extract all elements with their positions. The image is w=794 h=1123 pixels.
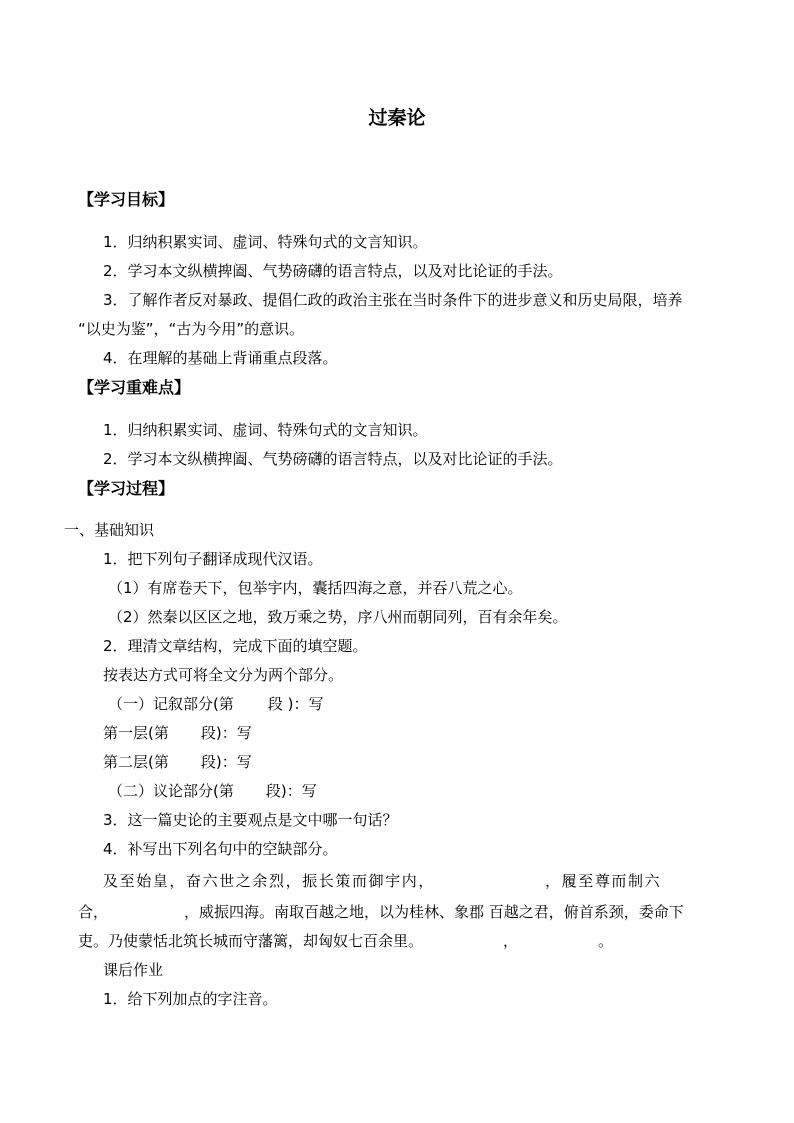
- passage-line-3-end: 。: [598, 932, 614, 950]
- structure-layer-1-suffix: 段)：写: [200, 724, 252, 742]
- key-point-item-1: 1．归纳积累实词、虚词、特殊句式的文言知识。: [103, 421, 428, 439]
- passage-line-3-start: 吏。乃使蒙恬北筑长城而守藩篱，却匈奴七百余里。: [78, 932, 424, 950]
- question-1-b: （2）然秦以区区之地，致万乘之势，序八州而朝同列，百有余年矣。: [108, 608, 568, 626]
- structure-layer-2-label: 第二层(第: [103, 753, 169, 771]
- part-basic-knowledge: 一、基础知识: [64, 521, 155, 539]
- passage-line-1-end: ，履至尊而制六: [545, 872, 662, 890]
- goal-item-4: 4．在理解的基础上背诵重点段落。: [103, 349, 338, 367]
- passage-line-2-start: 合，: [78, 903, 109, 921]
- passage-line-2-end: ，威振四海。南取百越之地，以为桂林、象郡 百越之君，俯首系颈，委命下: [184, 903, 684, 921]
- structure-part-2-label: （二）议论部分(第: [108, 782, 234, 800]
- structure-part-1-label: （一）记叙部分(第: [108, 695, 234, 713]
- structure-part-2: [108, 781, 317, 801]
- section-heading-goals: 【学习目标】: [78, 190, 175, 209]
- goal-item-2: 2．学习本文纵横捭阖、气势磅礴的语言特点，以及对比论证的手法。: [103, 262, 563, 280]
- key-point-item-2: 2．学习本文纵横捭阖、气势磅礴的语言特点，以及对比论证的手法。: [103, 450, 563, 468]
- question-3: 3．这一篇史论的主要观点是文中哪一句话？: [103, 811, 398, 829]
- question-4: 4．补写出下列名句中的空缺部分。: [103, 840, 338, 858]
- goal-item-3: 3．了解作者反对暴政、提倡仁政的政治主张在当时条件下的进步意义和历史局限，培养: [103, 291, 683, 309]
- structure-layer-1-label: 第一层(第: [103, 724, 169, 742]
- question-2-intro: 按表达方式可将全文分为两个部分。: [103, 666, 344, 684]
- question-1-a: （1）有席卷天下，包举宇内，囊括四海之意，并吞八荒之心。: [108, 579, 523, 597]
- goal-item-1: 1．归纳积累实词、虚词、特殊句式的文言知识。: [103, 233, 428, 251]
- section-heading-key-points: 【学习重难点】: [78, 378, 191, 397]
- structure-layer-1: [103, 723, 252, 743]
- section-heading-process: 【学习过程】: [78, 479, 175, 498]
- structure-part-1-suffix: 段 )：写: [267, 695, 324, 713]
- page-title: 过秦论: [368, 107, 426, 129]
- structure-layer-2-suffix: 段)：写: [200, 753, 252, 771]
- passage-line-1: [103, 871, 661, 891]
- structure-part-2-suffix: 段)：写: [265, 782, 317, 800]
- question-2: 2．理清文章结构，完成下面的填空题。: [103, 637, 368, 655]
- structure-part-1: [108, 694, 323, 714]
- passage-line-2: [78, 902, 684, 922]
- goal-item-3-cont: “以史为鉴”，“古为今用”的意识。: [78, 320, 305, 338]
- structure-layer-2: [103, 752, 252, 772]
- passage-line-1-start: 及至始皇，奋六世之余烈，振长策而御宇内，: [103, 872, 436, 890]
- homework-item-1: 1．给下列加点的字注音。: [103, 990, 278, 1008]
- question-1: 1．把下列句子翻译成现代汉语。: [103, 550, 323, 568]
- passage-line-3-mid: ，: [503, 932, 519, 950]
- homework-label: 课后作业: [103, 961, 164, 979]
- passage-line-3: [78, 931, 613, 951]
